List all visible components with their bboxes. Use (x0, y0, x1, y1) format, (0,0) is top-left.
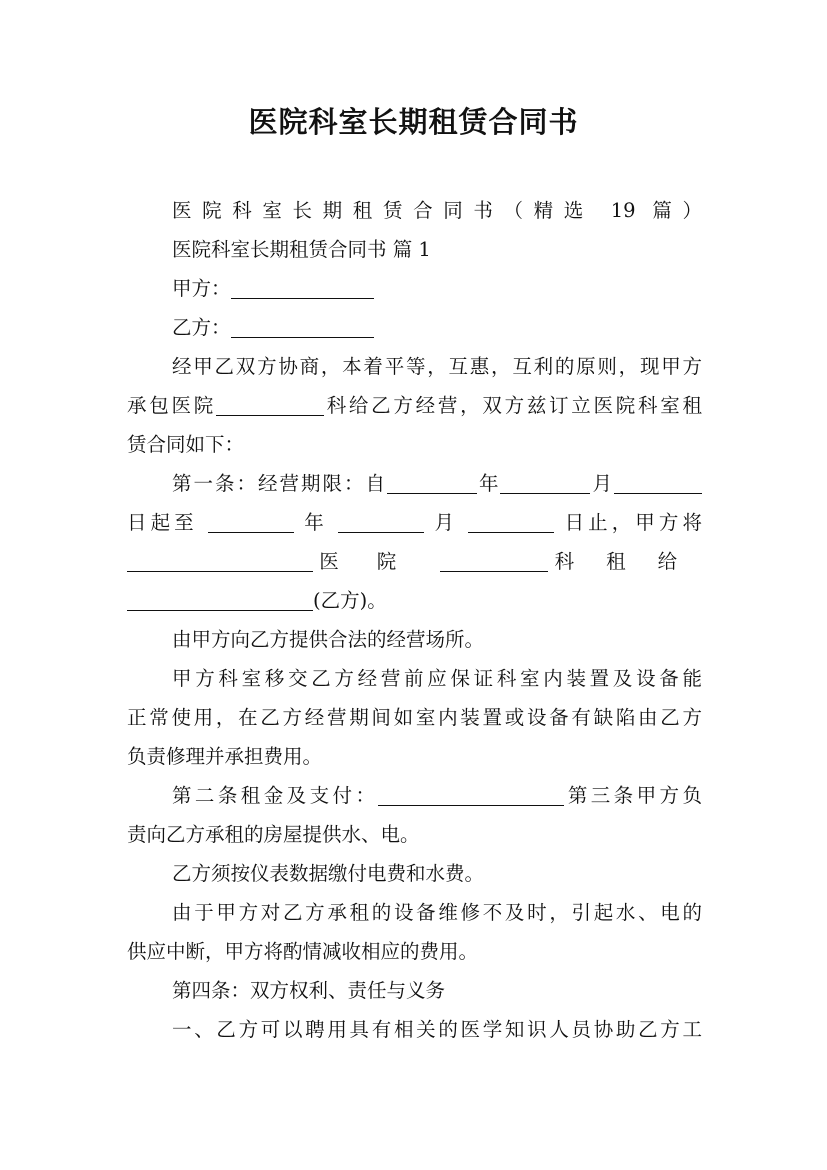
paragraph-text: 由于甲方对乙方承租的设备维修不及时，引起水、电的 (172, 901, 702, 924)
end-year-blank (208, 510, 294, 533)
article-1-line-4 (127, 582, 702, 620)
paragraph-intro-line-2 (127, 387, 702, 425)
article-text: 责向乙方承租的房屋提供水、电。 (127, 823, 420, 846)
article-1-line-2 (127, 504, 702, 542)
party-b-line (127, 309, 702, 347)
department-name-blank (440, 549, 548, 572)
start-day-blank (614, 471, 702, 494)
article-2-line-1 (127, 777, 702, 815)
article-text: 月 (434, 511, 459, 534)
article-text: 第一条：经营期限：自 (172, 472, 387, 495)
party-b-label: 乙方： (172, 316, 231, 339)
paragraph-intro-line-3 (127, 426, 702, 464)
article-text: 月 (590, 472, 614, 495)
paragraph-premises (127, 621, 702, 659)
article-text: 第二条租金及支付： (172, 784, 379, 807)
department-blank (216, 393, 324, 416)
party-b-name-blank (127, 588, 313, 611)
section-heading (127, 231, 702, 269)
paragraph-repair-line-1 (127, 894, 702, 932)
article-text: 第三条甲方负 (564, 784, 702, 807)
article-text: 日止，甲方将 (564, 511, 702, 534)
paragraph-handover-line-1 (127, 660, 702, 698)
paragraph-text: 负责修理并承担费用。 (127, 745, 323, 768)
paragraph-repair-line-2 (127, 933, 702, 971)
party-a-label: 甲方： (172, 277, 231, 300)
paragraph-text: 由甲方向乙方提供合法的经营场所。 (172, 628, 485, 651)
party-a-line (127, 270, 702, 308)
article-1-line-3 (127, 543, 710, 581)
rent-blank (378, 783, 564, 806)
article-text: 日起至 (127, 511, 198, 534)
paragraph-text: 科给乙方经营，双方兹订立医院科室租 (323, 394, 702, 417)
article-1-line-1 (127, 465, 702, 503)
subtitle-text: 医院科室长期租赁合同书（精选 19 篇） (172, 199, 702, 222)
start-year-blank (387, 471, 477, 494)
end-day-blank (468, 510, 554, 533)
paragraph-text: 一、乙方可以聘用具有相关的医学知识人员协助乙方工 (172, 1018, 702, 1041)
party-a-name-blank (127, 549, 313, 572)
article-text: 年 (476, 472, 501, 495)
paragraph-text: 赁合同如下： (127, 433, 245, 456)
article-text: 第四条：双方权利、责任与义务 (172, 979, 446, 1002)
paragraph-text: 经甲乙双方协商，本着平等，互惠，互利的原则，现甲方 (172, 355, 702, 378)
article-2-line-2 (127, 816, 702, 854)
section-heading-text: 医院科室长期租赁合同书 篇 1 (172, 238, 431, 261)
party-a-blank (231, 276, 374, 299)
article-text: 年 (304, 511, 328, 534)
paragraph-handover-line-2 (127, 699, 702, 737)
end-month-blank (338, 510, 424, 533)
paragraph-handover-line-3 (127, 738, 702, 776)
paragraph-text: 乙方须按仪表数据缴付电费和水费。 (172, 862, 485, 885)
subtitle-line (127, 192, 702, 230)
start-month-blank (500, 471, 590, 494)
document-title: 医院科室长期租赁合同书 (248, 105, 579, 139)
article-text: 医院 (319, 550, 435, 573)
paragraph-text: 供应中断，甲方将酌情减收相应的费用。 (127, 940, 479, 963)
paragraph-text: 正常使用，在乙方经营期间如室内装置或设备有缺陷由乙方 (127, 706, 702, 729)
paragraph-text: 甲方科室移交乙方经营前应保证科室内装置及设备能 (172, 667, 702, 690)
article-text: 科租给 (554, 550, 710, 573)
article-text: (乙方)。 (313, 589, 387, 612)
party-b-blank (231, 315, 374, 338)
paragraph-text: 承包医院 (127, 394, 216, 417)
paragraph-staff-line-1 (127, 1011, 702, 1049)
paragraph-utilities (127, 855, 702, 893)
article-4-heading (127, 972, 702, 1010)
paragraph-intro-line-1 (127, 348, 702, 386)
